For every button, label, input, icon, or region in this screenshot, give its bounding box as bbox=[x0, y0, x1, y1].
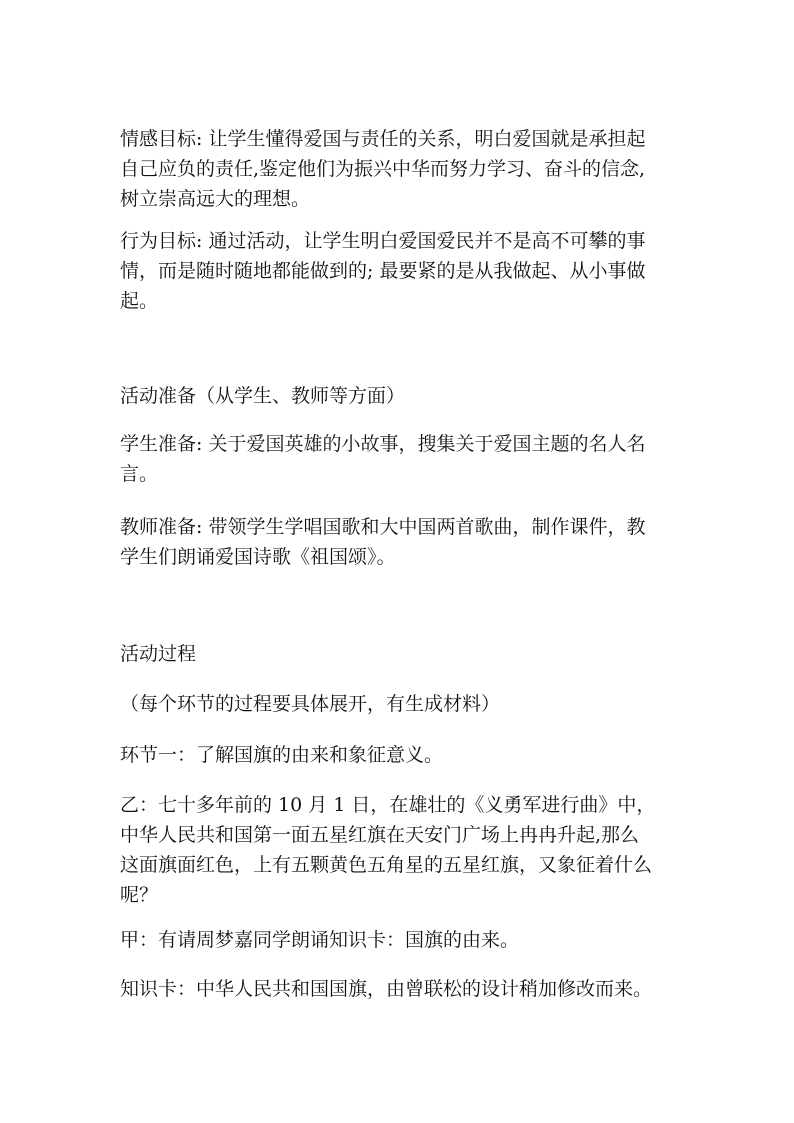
text-line: 活动过程 bbox=[120, 643, 197, 665]
paragraph-speaker-yi bbox=[120, 790, 690, 910]
text-line: 环节一：了解国旗的由来和象征意义。 bbox=[120, 744, 444, 766]
paragraph-student-prep bbox=[120, 429, 690, 489]
heading-activity-prep bbox=[120, 381, 690, 411]
paragraph-knowledge-card bbox=[120, 974, 690, 1004]
text-line: 知识卡：中华人民共和国国旗，由曾联松的设计稍加修改而来。 bbox=[120, 978, 653, 1000]
paragraph-teacher-prep bbox=[120, 512, 690, 572]
text-line: 树立崇高远大的理想。 bbox=[120, 188, 311, 210]
text-line: 教师准备: 带领学生学唱国歌和大中国两首歌曲，制作课件，教 bbox=[120, 516, 646, 538]
text-line: 行为目标: 通过活动，让学生明白爱国爱民并不是高不可攀的事 bbox=[120, 230, 646, 252]
paragraph-speaker-jia bbox=[120, 925, 690, 955]
text-line: 起。 bbox=[120, 290, 159, 312]
text-line: 乙：七十多年前的 10 月 1 日，在雄壮的《义勇军进行曲》中， bbox=[120, 794, 656, 816]
text-line: 中华人民共和国第一面五星红旗在天安门广场上冉冉升起,那么 bbox=[120, 824, 640, 846]
text-line: 学生们朗诵爱国诗歌《祖国颂》。 bbox=[120, 546, 396, 568]
text-line: （每个环节的过程要具体展开，有生成材料） bbox=[120, 693, 501, 715]
text-line: 活动准备（从学生、教师等方面） bbox=[120, 385, 406, 407]
text-line: 甲：有请周梦嘉同学朗诵知识卡：国旗的由来。 bbox=[120, 929, 520, 951]
text-line: 这面旗面红色，上有五颗黄色五角星的五星红旗，又象征着什么 bbox=[120, 854, 653, 876]
paragraph-emotional-goal bbox=[120, 124, 690, 214]
paragraph-process-note bbox=[120, 689, 690, 719]
text-line: 自己应负的责任,鉴定他们为振兴中华而努力学习、奋斗的信念, bbox=[120, 158, 646, 180]
text-line: 呢？ bbox=[120, 884, 159, 906]
text-line: 情感目标: 让学生懂得爱国与责任的关系，明白爱国就是承担起 bbox=[120, 128, 646, 150]
paragraph-section-one bbox=[120, 740, 690, 770]
paragraph-behavior-goal bbox=[120, 226, 690, 316]
text-line: 言。 bbox=[120, 463, 159, 485]
heading-activity-process bbox=[120, 639, 690, 669]
text-line: 情，而是随时随地都能做到的; 最要紧的是从我做起、从小事做 bbox=[120, 260, 646, 282]
text-line: 学生准备: 关于爱国英雄的小故事，搜集关于爱国主题的名人名 bbox=[120, 433, 646, 455]
